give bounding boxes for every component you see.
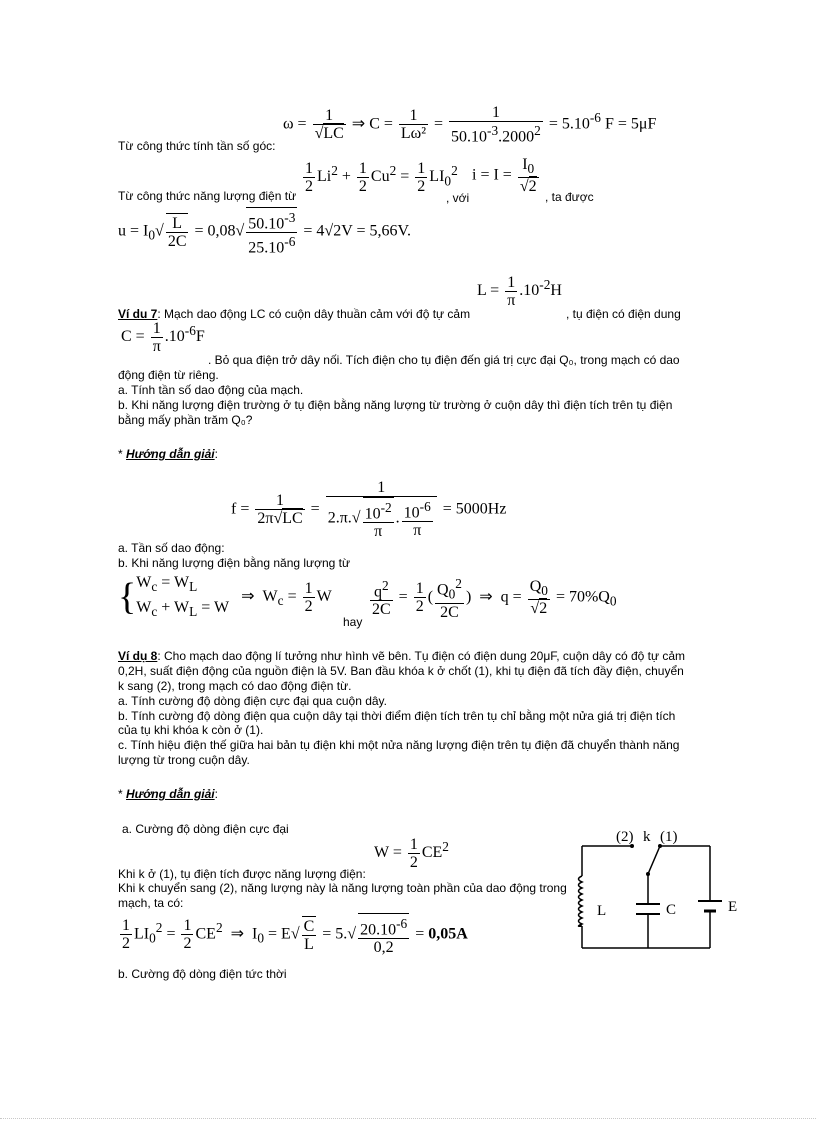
formula-L: L = $\frac{1}{\pi}$ $.10^{-2}H$ [477,274,562,309]
label-2: (2) [616,829,634,845]
formula-system: {$W_c = W_L$ $W_c + W_L = W$ ⇒ $W_c$ = $\frac{1}{2}$ W [118,574,332,620]
formula-energy: $\frac{1}{2}$ $Li^2$ + $\frac{1}{2}$ $Cu^2$ = $\frac{1}{2}$ $LI_0^2$ [305,160,458,195]
example-7-label: Ví du 7 [118,307,158,321]
example-7-line1: Ví du 7: Mạch dao động LC có cuộn dây thuần cảm với độ tự cảm [118,307,471,321]
text-energy: Từ công thức năng lượng điện từ [118,189,297,203]
example-8-qb1: b. Tính cường độ dòng điện qua cuộn dây tại thời điểm điện tích trên tụ chỉ bằng một nửa giá trị điện tích [118,709,676,723]
formula-u: $u = I_0√$ $\frac{L}{2C}$ = 0,08√ $\frac{50.10^{-3}}{25.10^{-6}}$ = 4√2V = 5,66V. [118,207,411,257]
example-7-ans-a: a. Tần số dao động: [118,541,225,555]
guide-heading-8: * Hướng dẫn giải: [118,787,218,801]
example-8-ans-b: b. Cường độ dòng điện tức thời [118,967,287,981]
page-bottom-divider [0,1118,816,1119]
example-7-text2: , tụ điện có điện dung [566,307,681,321]
label-E: E [728,899,738,915]
example-8-line1: Ví dụ 8: Cho mạch dao động lí tưởng như hình vẽ bên. Tụ điện có điện dung 20μF, cuộn dây có độ tự cảm [118,649,686,663]
example-8-qc2: lượng từ trong cuộn dây. [118,753,250,767]
example-8-text3: k sang (2), trong mạch có dao động điện từ. [118,679,352,693]
formula-I0: $\frac{1}{2}$ $LI_0^2$ = $\frac{1}{2}$ $CE^2$ ⇒ $I_0 = E√$ $\frac{C}{L}$ = 5.√ $\frac{20.10^{-6}}{0,2}$ = 0,05A [118,913,468,956]
label-C: C [666,902,677,918]
example-8-qc1: c. Tính hiệu điện thế giữa hai bản tụ điện khi một nửa năng lượng điện trên tụ điện đã chuyển thành năng [118,738,680,752]
example-7-qb2: bằng mấy phần trăm Q₀? [118,413,253,427]
formula-C: C = $\frac{1}{\pi}$ $.10^{-6}F$ [121,320,205,355]
formula-omega: ω = $\frac{1}{√LC}$ ⇒ C = $\frac{1}{\text{Lω²}}$ = $\frac{1}{50.10^{-3}.2000^2}$ = $5.10^{-6}$ F = 5μF [283,104,657,146]
example-8-text2: 0,2H, suất điện động của nguồn điện là 5V. Ban đầu khóa k ở chốt (1), khi tụ điện đã tích đầy điện, chuyển [118,664,684,678]
example-8-text-k1: Khi k ở (1), tụ điện tích được năng lượng điện: [118,867,366,881]
example-7-text3: . Bỏ qua điện trở dây nối. Tích điện cho tụ điện đến giá trị cực đại Q₀, trong mạch có dao [208,353,680,367]
text-omega: Từ công thức tính tần số góc: [118,139,276,153]
formula-i: i = I = $\frac{I_0}{√2}$ [472,156,537,196]
formula-q: $\frac{q^2}{2C}$ = $\frac{1}{2}$ ( $\frac{Q_0^2}{2C}$ ) ⇒ q = $\frac{Q_0}{√2}$ = $70\%Q_0$ [372,576,617,621]
formula-f: f = $\frac{1}{2\pi√LC}$ = 1 2.π.√ $\frac{10^{-2}}{\pi}$ . $\frac{10^{-6}}{\pi}$ = 5000Hz [231,479,507,541]
circuit-diagram [570,826,750,956]
label-1: (1) [660,829,678,845]
formula-W: W = $\frac{1}{2}$ $CE^2$ [374,836,449,871]
example-8-ans-a: a. Cường độ dòng điện cực đại [122,822,289,836]
example-7-text4: động điện từ riêng. [118,368,219,382]
text-got: , ta được [545,190,594,204]
guide-heading-7: * Hướng dẫn giải: [118,447,218,461]
example-8-text-k2b: mạch, ta có: [118,896,184,910]
example-8-text-k2a: Khi k chuyển sang (2), năng lượng này là năng lượng toàn phần của dao động trong [118,881,567,895]
label-k: k [643,829,651,845]
text-with: , với [446,191,470,205]
example-8-label: Ví dụ 8 [118,649,158,663]
example-8-qb2: của tụ khi khóa k còn ở (1). [118,723,264,737]
label-L: L [597,903,607,919]
example-7-qb1: b. Khi năng lượng điện trường ở tụ điện bằng năng lượng từ trường ở cuộn dây thì điện tích trên tụ điện [118,398,673,412]
example-7-qa: a. Tính tần số dao động của mạch. [118,383,304,397]
example-7-ans-b: b. Khi năng lượng điện bằng năng lượng từ [118,556,350,570]
example-8-qa: a. Tính cường độ dòng điện cực đại qua cuộn dây. [118,694,388,708]
text-hay: hay [343,615,363,629]
